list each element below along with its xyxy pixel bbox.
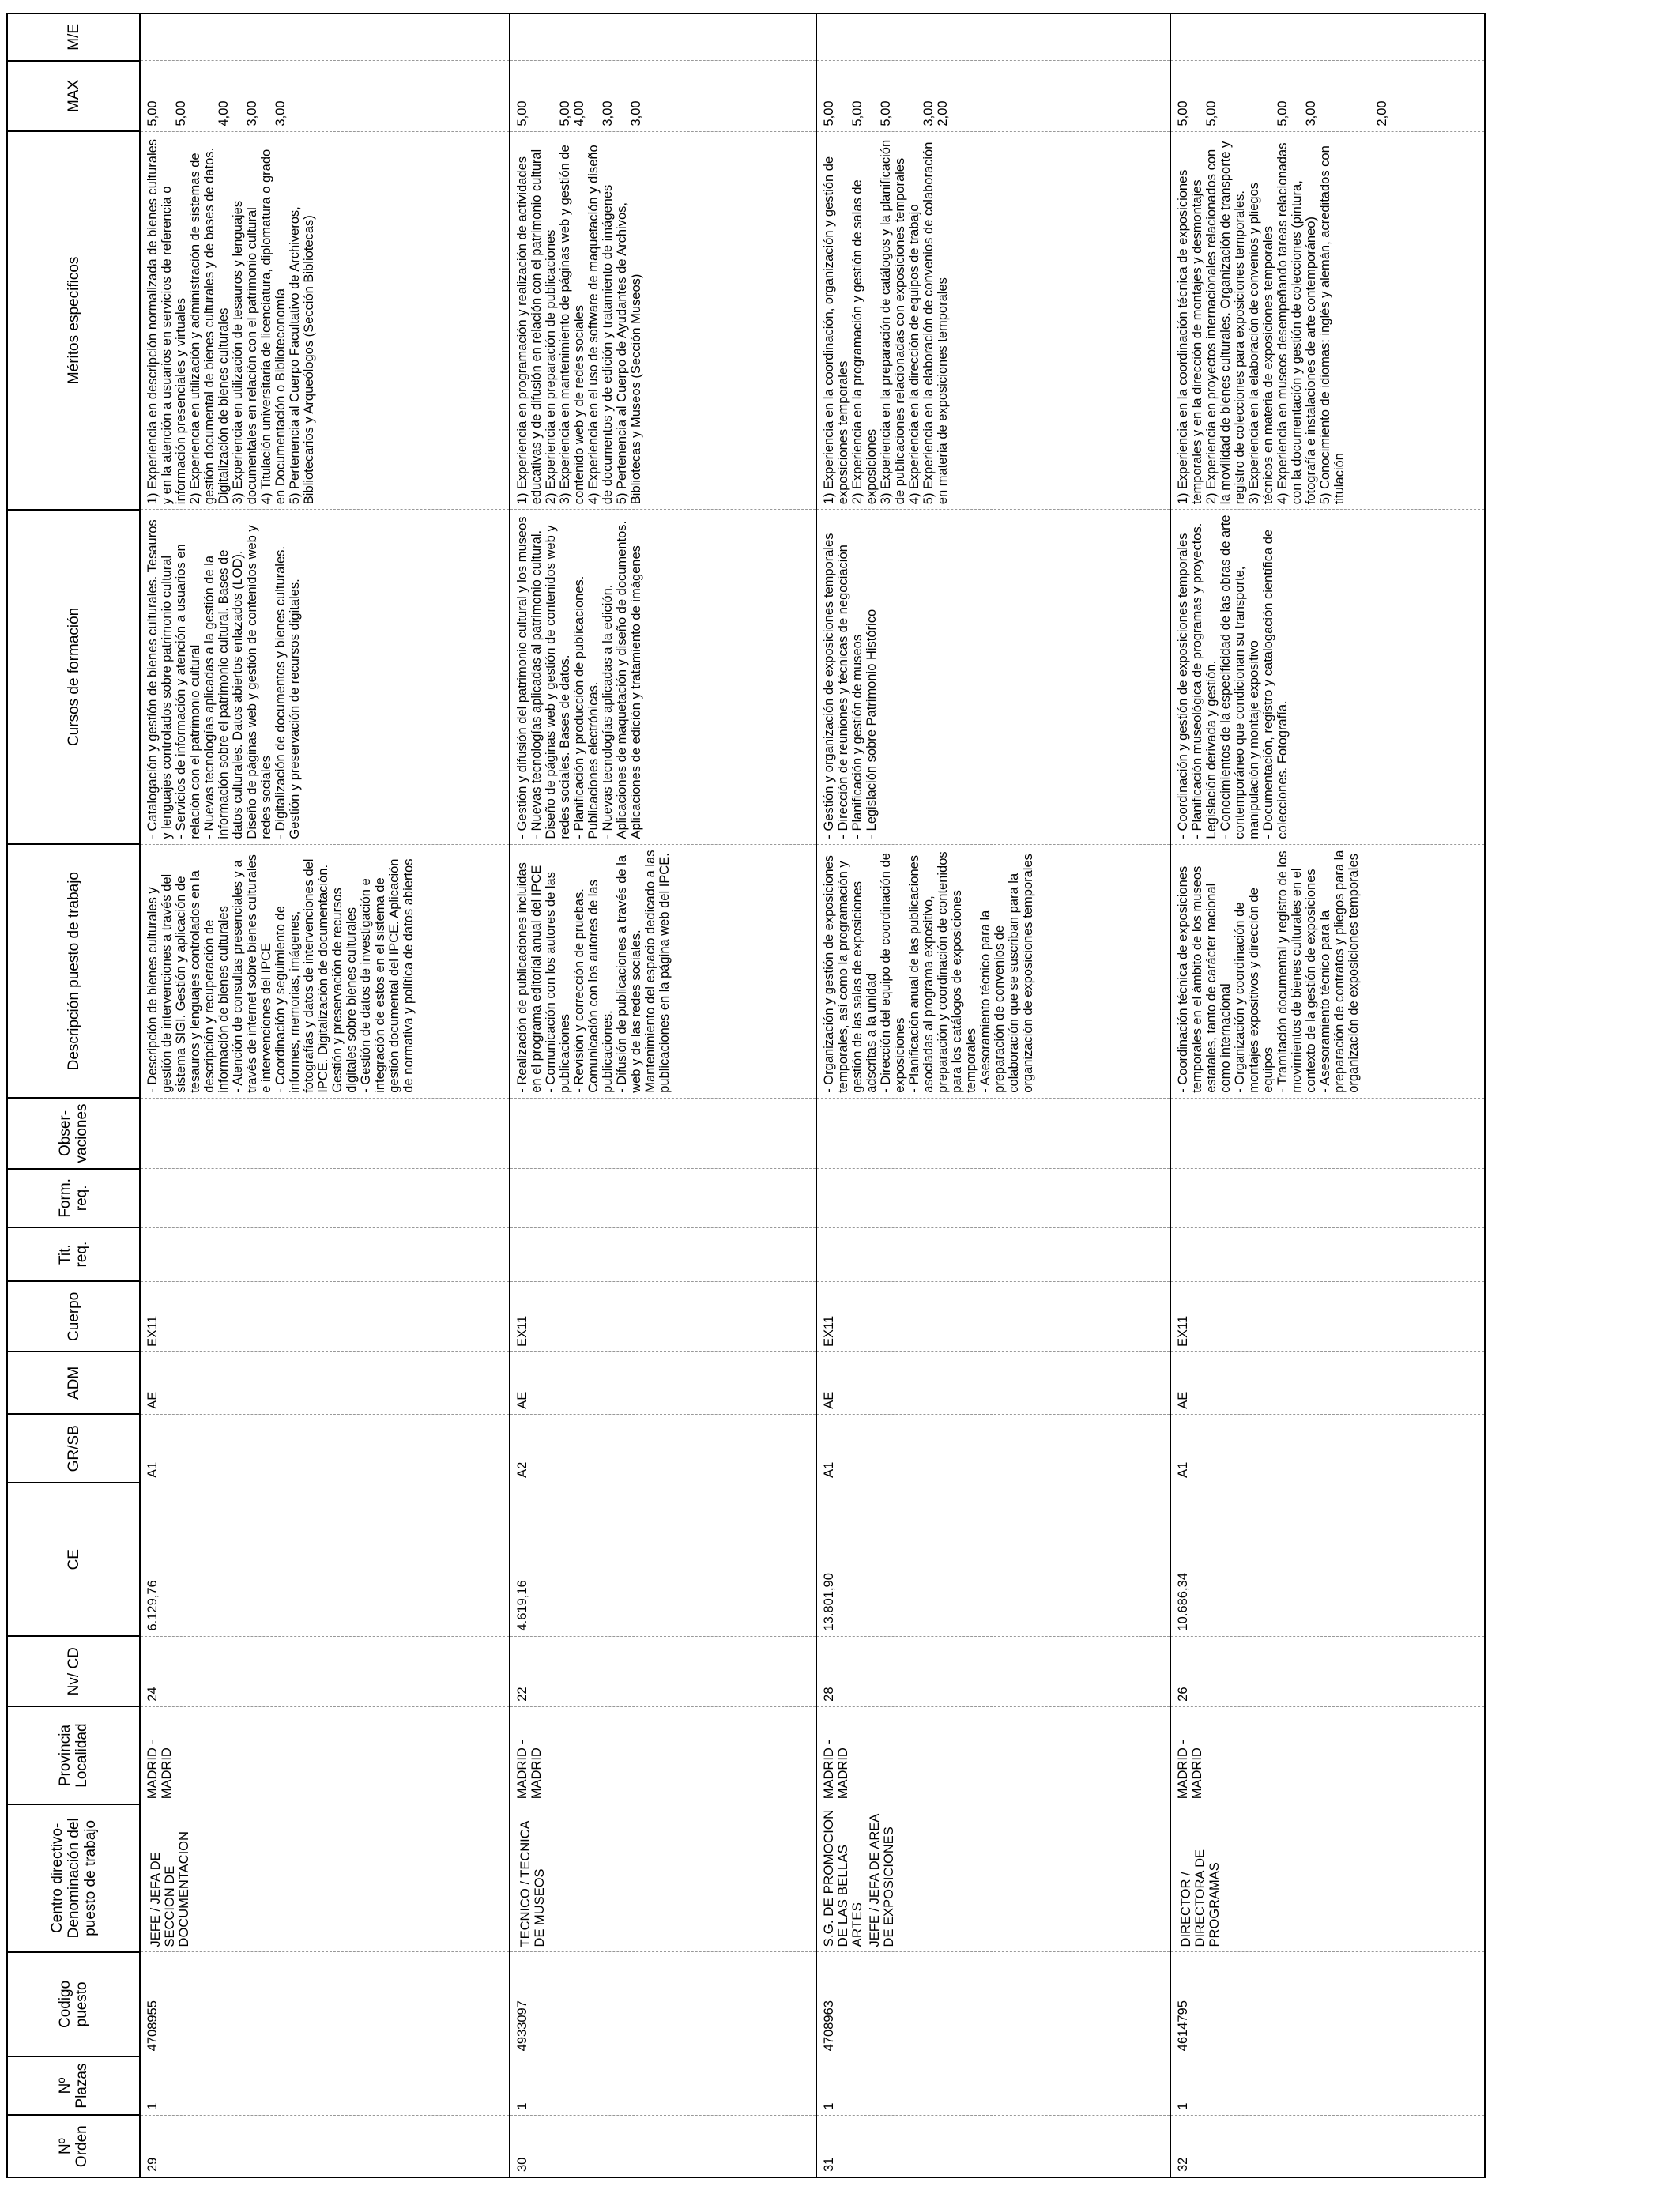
centro-cell — [510, 1804, 816, 1952]
obs-cell — [510, 1098, 816, 1168]
max-cell — [140, 61, 510, 131]
max-score — [836, 66, 850, 126]
table-row — [816, 13, 1170, 2177]
nivel-cell: 26 — [1170, 1636, 1485, 1706]
adm-cell: AE — [1170, 1352, 1485, 1415]
centro-cell — [140, 1804, 510, 1952]
max-score — [202, 66, 217, 126]
orden-cell: 29 — [140, 2115, 510, 2177]
max-score — [160, 66, 174, 126]
header-obs: Obser-vaciones — [7, 1098, 140, 1168]
max-score: 4,00 — [572, 100, 586, 126]
table-row — [1170, 13, 1485, 2177]
meritos-cell: 1) Experiencia en descripción normalizada de bienes culturales y en la atención a usuarios en servicios de referencia o información presenciales y virtuales 2) Experiencia en utilización y administración de sistemas de gestión documental de bienes culturales y de bases de datos. Digitalización de bienes culturales 3) Experiencia en utilización de tesauros y lenguajes documentales en relación con el patrimonio cultural 4) Titulación universitaria de licenciatura, diplomatura o grado en Documentación o Biblioteconomía 5) Pertenencia al Cuerpo Facultativo de Archiveros, Bibliotecarios y Arqueólogos (Sección Bibliotecas) — [140, 131, 510, 510]
max-score — [1332, 66, 1347, 126]
provincia-cell: MADRID - MADRID — [140, 1706, 510, 1804]
descripcion-cell: - Organización y gestión de exposiciones temporales, así como la programación y gestión de las salas de exposiciones adscritas a la unidad - Dirección del equipo de coordinación de exposiciones - Planificación anual de las publicaciones asociadas al programa expositivo, preparación y coordinación de contenidos para los catálogos de exposiciones temporales - Asesoramiento técnico para la preparación de convenios de colaboración que se suscriban para la organización de exposiciones temporales — [816, 844, 1170, 1098]
descripcion-cell: - Coordinación técnica de exposiciones temporales en el ámbito de los museos estatales, tanto de carácter nacional como internacional - Organización y coordinación de montajes expositivos y dirección de equipos - Tramitación documental y registro de los movimientos de bienes culturales en el contexto de la gestión de exposiciones - Asesoramiento técnico para la preparación de contratos y pliegos para la organización de exposiciones temporales — [1170, 844, 1485, 1098]
header-provincia: Provincia Localidad — [7, 1706, 140, 1804]
max-score: 5,00 — [850, 100, 864, 126]
tit-cell — [1170, 1227, 1485, 1281]
header-codigo: Codigo puesto — [7, 1952, 140, 2056]
max-score: 5,00 — [174, 100, 188, 126]
cursos-cell: - Gestión y difusión del patrimonio cultural y los museos - Nuevas tecnologías aplicadas al patrimonio cultural. Diseño de páginas web y gestión de contenidos web y redes sociales. Bases de datos. - Planificación y producción de publicaciones. Publicaciones electrónicas. - Nuevas tecnologías aplicadas a la edición. Aplicaciones de maquetación y diseño de documentos. Aplicaciones de edición y tratamiento de imágenes — [510, 510, 816, 844]
table-row — [510, 13, 816, 2177]
meritos-cell: 1) Experiencia en la coordinación técnica de exposiciones temporales y en la dirección de montajes y desmontajes 2) Experiencia en proyectos internacionales relacionados con la movilidad de bienes culturales. Organización de transporte y registro de colecciones para exposiciones temporales. 3) Experiencia en la elaboración de convenios y pliegos técnicos en materia de exposiciones temporales 4) Experiencia en museos desempeñando tareas relacionadas con la documentación y gestión de colecciones (pintura, fotografía e instalaciones de arte contemporáneo) 5) Conocimiento de idiomas: inglés y alemán, acreditados con titulación — [1170, 131, 1485, 510]
plazas-cell: 1 — [510, 2056, 816, 2115]
header-plazas: Nº Plazas — [7, 2056, 140, 2115]
max-score — [1247, 66, 1261, 126]
max-score: 5,00 — [879, 100, 893, 126]
nivel-cell: 22 — [510, 1636, 816, 1706]
codigo-cell: 4708955 — [140, 1952, 510, 2056]
max-score: 3,00 — [1304, 100, 1318, 126]
codigo-cell: 4614795 — [1170, 1952, 1485, 2056]
orden-cell: 30 — [510, 2115, 816, 2177]
subheading: S.G. DE PROMOCION DE LAS BELLAS ARTES — [821, 1809, 864, 1947]
header-tit: Tit. req. — [7, 1227, 140, 1281]
max-score: 3,00 — [601, 100, 615, 126]
meritos-cell: 1) Experiencia en la coordinación, organización y gestión de exposiciones temporales 2) Experiencia en la programación y gestión de salas de exposiciones 3) Experiencia en la preparación de catálogos y la planificación de publicaciones relacionadas con exposiciones temporales 4) Experiencia en la dirección de equipos de trabajo 5) Experiencia en la elaboración de convenios de colaboración en materia de exposiciones temporales — [816, 131, 1170, 510]
max-cell — [1170, 61, 1485, 131]
header-nivel: Nv/ CD — [7, 1636, 140, 1706]
cursos-cell: - Coordinación y gestión de exposiciones temporales - Planificación museológica de programas y proyectos. Legislación derivada y gestión. - Conocimientos de la especificidad de las obras de arte contemporáneo que condicionan su transporte, manipulación y montaje expositivo - Documentación, registro y catalogación científica de colecciones. Fotografía. — [1170, 510, 1485, 844]
ce-cell: 13.801,90 — [816, 1483, 1170, 1636]
plazas-cell: 1 — [140, 2056, 510, 2115]
tit-cell — [510, 1227, 816, 1281]
grsb-cell: A1 — [1170, 1414, 1485, 1483]
header-centro: Centro directivo- Denominación del puesto de trabajo — [7, 1804, 140, 1952]
ce-cell: 4.619,16 — [510, 1483, 816, 1636]
centro-cell — [1170, 1804, 1485, 1952]
provincia-cell: MADRID - MADRID — [510, 1706, 816, 1804]
puesto-name: DIRECTOR / DIRECTORA DE PROGRAMAS — [1179, 1849, 1222, 1947]
nivel-cell: 24 — [140, 1636, 510, 1706]
me-cell — [816, 13, 1170, 61]
table-row — [140, 13, 510, 2177]
adm-cell: AE — [816, 1352, 1170, 1415]
orden-cell: 31 — [816, 2115, 1170, 2177]
max-score: 5,00 — [558, 100, 572, 126]
header-meritos: Méritos especificos — [7, 131, 140, 510]
header-adm: ADM — [7, 1352, 140, 1415]
puesto-name: TECNICO / TECNICA DE MUSEOS — [518, 1821, 547, 1947]
max-score: 4,00 — [217, 100, 231, 126]
header-cursos: Cursos de formación — [7, 510, 140, 844]
max-score: 3,00 — [245, 100, 259, 126]
max-score: 2,00 — [1375, 100, 1389, 126]
header-form: Form. req. — [7, 1169, 140, 1227]
descripcion-cell: - Realización de publicaciones incluidas en el programa editorial anual del IPCE - Comunicación con los autores de las publicaciones - Revisión y corrección de pruebas. Comunicación con los autores de las publicaciones. - Difusión de publicaciones a través de la web y de las redes sociales. Mantenimiento del espacio dedicado a las publicaciones en la página web del IPCE. — [510, 844, 816, 1098]
cuerpo-cell: EX11 — [1170, 1281, 1485, 1351]
max-score — [1261, 66, 1275, 126]
max-score: 3,00 — [921, 100, 936, 126]
max-score: 3,00 — [273, 100, 288, 126]
provincia-cell: MADRID - MADRID — [1170, 1706, 1485, 1804]
max-score — [615, 66, 629, 126]
max-score: 5,00 — [822, 100, 836, 126]
max-score — [586, 66, 601, 126]
max-score — [1290, 66, 1304, 126]
adm-cell: AE — [510, 1352, 816, 1415]
max-score — [231, 66, 245, 126]
max-score — [1219, 66, 1233, 126]
orden-cell: 32 — [1170, 2115, 1485, 2177]
ce-cell: 10.686,34 — [1170, 1483, 1485, 1636]
cuerpo-cell: EX11 — [816, 1281, 1170, 1351]
max-score — [907, 66, 921, 126]
max-score — [529, 66, 544, 126]
descripcion-cell: - Descripción de bienes culturales y gestión de intervenciones a través del sistema SIGI. Gestión y aplicación de tesauros y lenguajes controlados en la descripción y recuperación de información de bienes culturales - Atención de consultas presenciales y a través de internet sobre bienes culturales e intervenciones del IPCE - Coordinación y seguimiento de informes, memorias, imágenes, fotografías y datos de intervenciones del IPCE. Digitalización de documentación. Gestión y preservación de recursos digitales sobre bienes culturales - Gestión de datos de investigación e integración de estos en el sistema de gestión documental del IPCE. Aplicación de normativa y política de datos abiertos — [140, 844, 510, 1098]
max-score — [1233, 66, 1247, 126]
plazas-cell: 1 — [1170, 2056, 1485, 2115]
form-cell — [1170, 1169, 1485, 1227]
grsb-cell: A1 — [140, 1414, 510, 1483]
me-cell — [1170, 13, 1485, 61]
max-cell — [510, 61, 816, 131]
cursos-cell: - Gestión y organización de exposiciones temporales - Dirección de reuniones y técnicas de negociación - Planificación y gestión de museos - Legislación sobre Patrimonio Histórico — [816, 510, 1170, 844]
puesto-name: JEFE / JEFA DE AREA DE EXPOSICIONES — [868, 1814, 896, 1947]
max-score: 5,00 — [1176, 100, 1190, 126]
max-score — [1190, 66, 1204, 126]
puesto-name: JEFE / JEFA DE SECCION DE DOCUMENTACION — [149, 1831, 191, 1947]
cuerpo-cell: EX11 — [510, 1281, 816, 1351]
tit-cell — [140, 1227, 510, 1281]
cursos-cell: - Catalogación y gestión de bienes culturales. Tesauros y lenguajes controlados sobre patrimonio cultural - Servicios de información y atención a usuarios en relación con el patrimonio cultural - Nuevas tecnologías aplicadas a la gestión de la información sobre el patrimonio cultural. Bases de datos culturales. Datos abiertos enlazados (LOD). Diseño de páginas web y gestión de contenidos web y redes sociales - Digitalización de documentos y bienes culturales. Gestión y preservación de recursos digitales. — [140, 510, 510, 844]
max-score: 5,00 — [1204, 100, 1219, 126]
max-score: 5,00 — [515, 100, 529, 126]
form-cell — [510, 1169, 816, 1227]
codigo-cell: 4933097 — [510, 1952, 816, 2056]
max-score: 3,00 — [629, 100, 643, 126]
header-max: MAX — [7, 61, 140, 131]
form-cell — [816, 1169, 1170, 1227]
max-score: 2,00 — [936, 100, 950, 126]
header-descripcion: Descripción puesto de trabajo — [7, 844, 140, 1098]
header-me: M/E — [7, 13, 140, 61]
obs-cell — [140, 1098, 510, 1168]
max-score — [259, 66, 273, 126]
max-cell — [816, 61, 1170, 131]
codigo-cell: 4708963 — [816, 1952, 1170, 2056]
me-cell — [140, 13, 510, 61]
adm-cell: AE — [140, 1352, 510, 1415]
header-ce: CE — [7, 1483, 140, 1636]
grsb-cell: A1 — [816, 1414, 1170, 1483]
meritos-cell: 1) Experiencia en programación y realización de actividades educativas y de difusión en relación con el patrimonio cultural 2) Experiencia en preparación de publicaciones 3) Experiencia en mantenimiento de páginas web y gestión de contenido web y de redes sociales 4) Experiencia en el uso de software de maquetación y diseño de documentos y de edición y tratamiento de imágenes 5) Pertenencia al Cuerpo de Ayudantes de Archivos, Bibliotecas y Museos (Sección Museos) — [510, 131, 816, 510]
obs-cell — [1170, 1098, 1485, 1168]
tit-cell — [816, 1227, 1170, 1281]
positions-table — [6, 13, 1486, 2178]
max-score — [544, 66, 558, 126]
max-score — [188, 66, 202, 126]
header-cuerpo: Cuerpo — [7, 1281, 140, 1351]
header-orden: Nº Orden — [7, 2115, 140, 2177]
max-score — [1361, 66, 1375, 126]
centro-cell — [816, 1804, 1170, 1952]
nivel-cell: 28 — [816, 1636, 1170, 1706]
plazas-cell: 1 — [816, 2056, 1170, 2115]
cuerpo-cell: EX11 — [140, 1281, 510, 1351]
obs-cell — [816, 1098, 1170, 1168]
form-cell — [140, 1169, 510, 1227]
me-cell — [510, 13, 816, 61]
max-score — [893, 66, 907, 126]
grsb-cell: A2 — [510, 1414, 816, 1483]
max-score: 5,00 — [1275, 100, 1290, 126]
max-score — [1347, 66, 1361, 126]
ce-cell: 6.129,76 — [140, 1483, 510, 1636]
provincia-cell: MADRID - MADRID — [816, 1706, 1170, 1804]
max-score — [1318, 66, 1332, 126]
header-grsb: GR/SB — [7, 1414, 140, 1483]
max-score: 5,00 — [145, 100, 160, 126]
header-row — [7, 13, 140, 2177]
max-score — [864, 66, 879, 126]
